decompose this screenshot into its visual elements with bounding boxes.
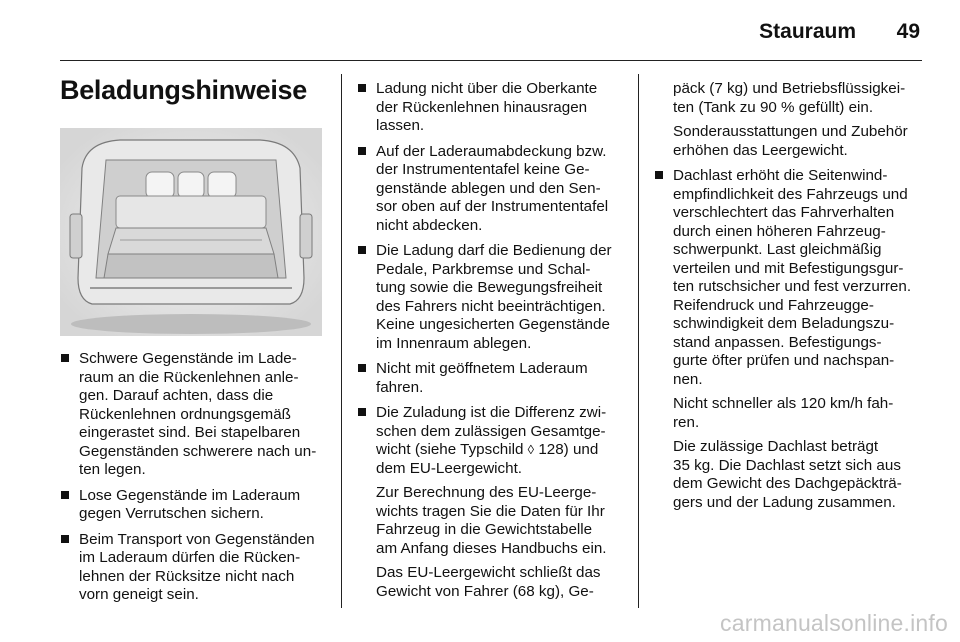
column-1 [60, 350, 328, 612]
bullet-icon [655, 171, 663, 179]
list-item: Die Zuladung ist die Differenz zwi- schen dem zulässigen Gesamtge- wicht (siehe Typschild ◊ 128) und dem EU-Leergewicht. Zur Berechnung des EU-Leerge- wichts tragen Sie die Daten für Ihr Fahrzeug in die Gewichtstabelle am Anfang dieses Handbuchs ein. Das EU-Leergewicht schließt das Gewicht von Fahrer (68 kg), Ge- [357, 404, 625, 601]
list-item: Schwere Gegenstände im Lade- raum an die Rückenlehnen anle- gen. Darauf achten, dass die Rückenlehnen ordnungsgemäß eingerastet sind. Bei stapelbaren Gegenständen schwerere nach un- ten legen. [60, 350, 328, 480]
list-item: Dachlast erhöht die Seitenwind- empfindlichkeit des Fahrzeugs und verschlechtert das Fahrverhalten durch einen höheren Fahrzeug- schwerpunkt. Last gleichmäßig verteilen und mit Befestigungsgur- ten rutschsicher und fest verzurren. Reifendruck und Fahrzeugge- schwindigkeit dem Beladungszu- stand anpassen. Befestigungs- gurte öfter prüfen und nachspan- nen. Nicht schneller als 120 km/h fah- ren. Die zulässige Dachlast beträgt 35 kg. Die Dachlast setzt sich aus dem Gewicht des Dachgepäckträ- gers und der Ladung zusammen. [654, 167, 924, 512]
continued-paragraph: Sonderausstattungen und Zubehör erhöhen das Leergewicht. [673, 123, 908, 159]
column-2 [357, 80, 625, 608]
bullet-icon [61, 354, 69, 362]
list-item: Nicht mit geöffnetem Laderaum fahren. [357, 360, 625, 397]
list-item: Beim Transport von Gegenständen im Laderaum dürfen die Rücken- lehnen der Rücksitze nicht nach vorn geneigt sein. [60, 531, 328, 605]
column-divider [638, 74, 639, 608]
list-item: Auf der Laderaumabdeckung bzw. der Instrumententafel keine Ge- genstände ablegen und den Sen- sor oben auf der Instrumententafel nicht abdecken. [357, 143, 625, 236]
header-title: Stauraum [759, 20, 856, 43]
bullet-icon [358, 84, 366, 92]
page-number: 49 [896, 20, 920, 43]
bullet-icon [358, 246, 366, 254]
page-header [60, 0, 922, 60]
column-3 [654, 80, 924, 519]
list-item: Die Ladung darf die Bedienung der Pedale, Parkbremse und Schal- tung sowie die Bewegungsfreiheit des Fahrers nicht beeinträchtigen. Keine ungesicherten Gegenstände im Innenraum ablegen. [357, 242, 625, 353]
continued-paragraph: päck (7 kg) und Betriebsflüssigkei- ten (Tank zu 90 % gefüllt) ein. [673, 80, 906, 116]
column-divider [341, 74, 342, 608]
bullet-icon [358, 408, 366, 416]
bullet-icon [358, 147, 366, 155]
car-trunk-illustration [60, 128, 322, 336]
header-rule [60, 60, 922, 61]
list-item: Ladung nicht über die Oberkante der Rückenlehnen hinausragen lassen. [357, 80, 625, 136]
bullet-icon [61, 535, 69, 543]
bullet-icon [358, 364, 366, 372]
page-reference-icon: ◊ [527, 442, 535, 457]
list-item: Lose Gegenstände im Laderaum gegen Verrutschen sichern. [60, 487, 328, 524]
section-title: Beladungshinweise [60, 75, 307, 105]
bullet-icon [61, 491, 69, 499]
watermark[interactable]: carmanualsonline.info [720, 610, 948, 636]
